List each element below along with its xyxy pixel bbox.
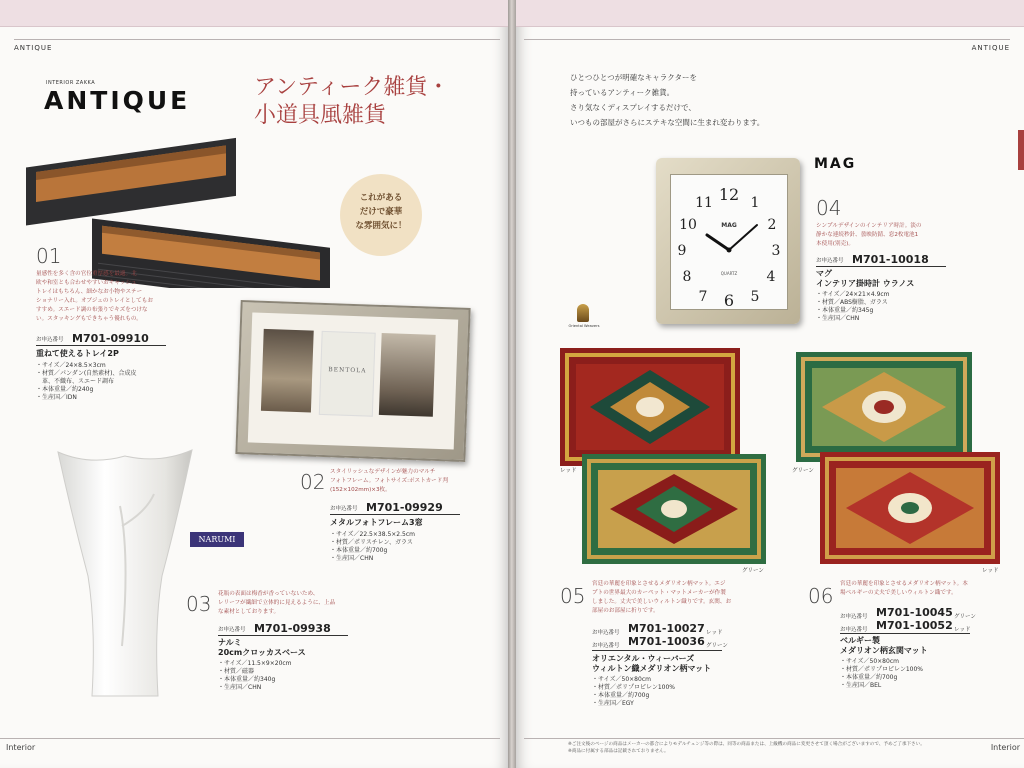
- clock-face-quartz: QUARTZ: [720, 271, 738, 276]
- product-06-description: 宮廷の華麗を印象とさせるメダリオン柄マット。本 場ベルギーの丈夫で美しいウィルトン織です。: [840, 581, 968, 596]
- clock-num-4: 4: [766, 269, 776, 285]
- clock-num-2: 2: [767, 217, 777, 233]
- product-05-specs: ・サイズ／50×80cm ・材質／ポリプロピレン100% ・本体重量／約700g ・生産国／EGY: [592, 676, 676, 707]
- tray-product-image: [22, 128, 336, 288]
- product-04-code-box: お申込番号 M701-10018: [816, 252, 946, 267]
- footer-rule-right: [524, 738, 1024, 739]
- promo-badge: [340, 174, 422, 256]
- product-01-number: 01: [36, 244, 62, 268]
- rug-06-red-image: [820, 452, 1000, 564]
- page-tab-marker: [1018, 130, 1024, 170]
- product-05-description: 宮廷の華麗を印象とさせるメダリオン柄マット。エジ プトの世界最大のカーペット・マットメーカーが作製 しました。丈夫で美しいウィルトン織りです。玄関、お 部屋のお部屋に折りです。: [592, 581, 732, 614]
- clock-num-1: 1: [750, 195, 760, 211]
- clock-center: [727, 248, 732, 253]
- intro-text: ひとつひとつが明確なキャラクターを 持っているアンティーク雑貨。 さり気なくディスプレイするだけで、 いつもの部屋がさらにステキな空間に生まれ変わります。: [570, 73, 765, 127]
- oriental-weavers-logo: Oriental Weavers: [568, 304, 598, 334]
- rug-06-green-label: グリーン: [792, 468, 814, 474]
- product-02-code-box: お申込番号 M701-09929: [330, 500, 460, 515]
- clock-hour-hand: [707, 235, 729, 250]
- rug-06-green-image: [796, 352, 972, 462]
- footer-right: Interior: [990, 743, 1020, 752]
- product-02-name: メタルフォトフレーム3窓: [330, 518, 423, 527]
- narumi-logo: NARUMI: [190, 532, 244, 547]
- product-03-code: M701-09938: [254, 622, 331, 635]
- product-02-specs: ・サイズ／22.5×38.5×2.5cm ・材質／ポリスチレン、ガラス ・本体重量／約700g ・生産国／CHN: [330, 531, 415, 562]
- header-rule-right: [524, 39, 1010, 40]
- clock-num-7: 7: [698, 289, 708, 305]
- footer-left: Interior: [6, 743, 36, 752]
- headline-line-2: 小道具風雑貨: [254, 103, 387, 128]
- running-header-left: ANTIQUE: [14, 44, 53, 52]
- footer-rule-left: [0, 738, 500, 739]
- badge-line-2: だけで豪華: [359, 207, 403, 217]
- clock-face: [671, 175, 787, 309]
- product-01-description: 量感性を多く含の官位重厚感を最適。北 欧や和室とも合わせやすいおキャッシュ トレイはもちろん、細かなお小物やステー ショナリー入れ。オブジェのトレイとしてもお すすめ。スエード調の布張りでキズをつけな い。スタッキングもできちゃう優れもの。: [36, 271, 153, 322]
- clock-num-12: 12: [718, 185, 740, 204]
- clock-num-3: 3: [771, 243, 781, 259]
- header-rule: [14, 39, 500, 40]
- mag-logo: MAG: [814, 156, 857, 172]
- book-spine: [508, 0, 516, 768]
- product-05-number: 05: [560, 584, 586, 608]
- rug-green-image: [582, 454, 766, 564]
- product-05-code-red: M701-10027: [628, 622, 705, 635]
- vase-product-image: [50, 446, 200, 706]
- product-01-name: 重ねて使えるトレイ2P: [36, 349, 119, 358]
- product-03-specs: ・サイズ／11.5×9×20cm ・材質／磁器 ・本体重量／約340g ・生産国／CHN: [218, 660, 292, 691]
- left-page: [0, 0, 508, 768]
- clock-num-11: 11: [695, 195, 713, 211]
- product-01-code: M701-09910: [72, 332, 149, 345]
- product-06-number: 06: [808, 584, 834, 608]
- product-03-name: ナルミ 20cmクロッカスベース: [218, 638, 306, 657]
- rug-06-red-label: レッド: [982, 568, 999, 574]
- order-number-label: お申込番号: [36, 337, 64, 343]
- product-06-code-green: M701-10045: [876, 606, 953, 619]
- frame-photo-caption: BENTOLA: [328, 366, 367, 375]
- product-02-number: 02: [300, 470, 326, 494]
- product-05-code-green-color: グリーン: [706, 643, 728, 649]
- product-04-specs: ・サイズ／24×21×4.9cm ・材質／ABS樹脂、ガラス ・本体重量／約345g ・生産国／CHN: [816, 291, 890, 322]
- product-04-description: シンプルデザインのインテリア時計。淡の 静かな連続秒針、曇映防錆、窓2枚電池1 本使用(別売)。: [816, 223, 922, 247]
- photo-frame-image: [235, 300, 470, 462]
- product-06-code-green-color: グリーン: [954, 614, 976, 620]
- clock-num-8: 8: [682, 269, 692, 285]
- clock-face-brand: MAG: [721, 222, 737, 229]
- wall-clock-image: [656, 158, 800, 324]
- clock-num-5: 5: [750, 289, 760, 305]
- product-06-name: ベルギー製 メダリオン柄玄関マット: [840, 636, 928, 655]
- product-01-specs: ・サイズ／24×8.5×3cm ・材質／パンダン(自然素材)、合成皮 革、不織布、スエード調布 ・本体重量／約240g ・生産国／IDN: [36, 362, 137, 401]
- product-01-code-box: [36, 331, 166, 346]
- clock-num-6: 6: [723, 291, 735, 309]
- badge-line-3: な雰囲気に！: [355, 221, 407, 231]
- product-02-code: M701-09929: [366, 501, 443, 514]
- product-02-description: スタイリッシュなデザインが魅力のマルチ フォトフレーム。フォトサイズ:ポストカード判 (152×102mm)×3枚。: [330, 469, 448, 493]
- product-04-code: M701-10018: [852, 253, 929, 266]
- product-04-number: 04: [816, 196, 842, 220]
- product-05-code-green: M701-10036: [628, 635, 705, 648]
- badge-line-1: これがある: [359, 193, 403, 203]
- footer-notes: ※ご注文後のページの商品はメーカーの都合によりモデルチェンジ等の際は、同等の商品または、上級機の商品に変更させて頂く場合がございますので、予めご了承下さい。 ※商品に付属する部品は記載されておりません。: [568, 742, 925, 754]
- product-03-number: 03: [186, 592, 212, 616]
- product-05-name: オリエンタル・ウィーバーズ ウィルトン織メダリオン柄マット: [592, 654, 712, 673]
- product-03-description: 花瓶の表面は梅香が香っていないため、 レリーフが繊細で立体的に見えるように、上品 な素材としております。: [218, 591, 336, 615]
- top-band: [0, 0, 508, 27]
- category-small: INTERIOR ZAKKA: [46, 80, 96, 86]
- product-06-code-red: M701-10052: [876, 619, 953, 632]
- product-03-code-box: お申込番号 M701-09938: [218, 621, 348, 636]
- headline-line-1: アンティーク雑貨・: [254, 75, 450, 100]
- product-04-name: マグ インテリア掛時計 ウラノス: [816, 269, 915, 288]
- product-05-code-red-color: レッド: [706, 630, 723, 636]
- rug-05-red-label: レッド: [560, 468, 577, 474]
- clock-num-10: 10: [679, 217, 697, 233]
- rug-05-green-label: グリーン: [742, 568, 764, 574]
- top-band-right: [516, 0, 1024, 27]
- clock-num-9: 9: [677, 243, 687, 259]
- running-header-right: ANTIQUE: [971, 44, 1010, 52]
- product-06-specs: ・サイズ／50×80cm ・材質／ポリプロピレン100% ・本体重量／約700g ・生産国／BEL: [840, 658, 924, 689]
- right-page: ANTIQUE ひとつひとつが明確なキャラクターを 持っているアンティーク雑貨。 さり気なくディスプレイするだけで、 いつもの部屋がさらにステキな空間に生まれ変わります。 12 1 2 3 4 5 6 7 8 9 10 11 MAG QUARTZ MAG 04 シンプルデザインのインテリア時計。淡の 静かな連続秒針、曇映防錆、窓2枚電池1 本使用(別売)。 お申込番号 M701-10018 マグ インテリア掛時計 ウラノス ・サイズ／24×21×4.9cm ・材質／ABS樹脂、ガラス ・本体重量／約345g ・生産国／CHN Oriental Weavers レッド グリーン グリーン レッド 05 宮廷の華麗を印象とさせるメダリオン柄マット。エジ プトの世界最大のカーペット・マットメーカーが作製 しました。丈夫で美しいウィルトン織りです。玄関、お 部屋のお部屋に折りです。 お申込番号 M701-10027 レッド お申込番号 M701-10036 グリーン オリエンタル・ウィーバーズ ウィルトン織メダリオン柄マット ・サイズ／50×80cm ・材質／ポリプロピレン100% ・本体重量／約700g ・生産国／EGY 06 宮廷の華麗を印象とさせるメダリオン柄マット。本 場ベルギーの丈夫で美しいウィルトン織です。 お申込番号 M701-10045 グリーン お申込番号 M701-10052 レッド ベルギー製 メダリオン柄玄関マット ・サイズ／50×80cm ・材質／ポリプロピレン100% ・本体重量／約700g ・生産国／BEL ※ご注文後のページの商品はメーカーの都合によりモデルチェンジ等の際は、同等の商品または、上級機の商品に変更させて頂く場合がございますので、予めご了承下さい。 ※商品に付属する部品は記載されておりません。 Interior: [516, 0, 1024, 768]
- product-06-code-red-color: レッド: [954, 627, 971, 633]
- category-title: ANTIQUE: [44, 86, 191, 115]
- rug-red-image: [560, 348, 740, 466]
